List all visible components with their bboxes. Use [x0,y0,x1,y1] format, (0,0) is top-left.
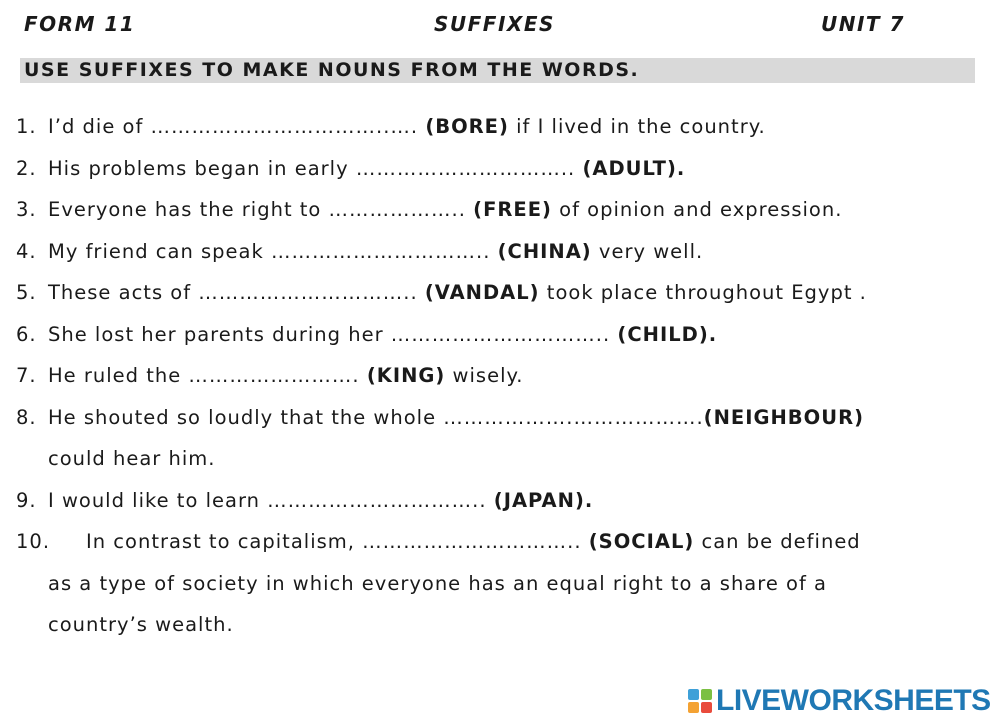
exercise-item-6 [16,314,991,356]
worksheet-header [24,12,924,38]
item-root-word: (SOCIAL) [588,530,695,553]
item-root-word: (BORE) [425,115,509,138]
item-root-word: (JAPAN). [493,488,594,512]
item-text-after: very well. [591,239,704,263]
form-label: FORM 11 [24,12,136,36]
exercise-item-7 [16,355,991,397]
item-root-word: (CHILD). [617,322,718,346]
exercise-item-4 [16,231,991,273]
item-number: 4. [16,239,37,263]
item-continuation: could hear him. [48,447,216,470]
item-root-word: (KING) [366,364,446,387]
item-root-word: (VANDAL) [424,281,540,304]
exercise-item-5 [16,272,991,314]
item-text-before: My friend can speak ………………………….. [48,239,498,263]
liveworksheets-logo [688,684,991,718]
item-continuation: as a type of society in which everyone has an equal right to a share of a [48,571,827,595]
item-text-before: In contrast to capitalism, ………………………….. [86,530,589,553]
exercise-list [16,106,991,646]
logo-text: LIVEWORKSHEETS [716,684,991,717]
item-root-word: (ADULT). [582,156,686,180]
item-number: 10. [16,530,51,553]
logo-mark-icon [688,689,712,713]
item-text-after: of opinion and expression. [551,198,843,221]
logo-square-icon [701,702,712,713]
item-number: 2. [16,156,37,180]
exercise-item-3 [16,189,991,231]
exercise-item-8 [16,397,991,439]
item-number: 6. [16,322,37,346]
unit-label: UNIT 7 [821,12,905,36]
item-text-after: wisely. [445,364,524,387]
item-continuation: country’s wealth. [48,613,234,636]
worksheet-title: SUFFIXES [434,12,555,36]
item-text-before: He shouted so loudly that the whole ……………….………………. [48,405,704,429]
item-text-before: I’d die of ……………………………..…. [48,115,426,138]
item-number: 3. [16,198,37,221]
item-number: 9. [16,488,37,512]
item-text-before: These acts of ………………………….. [48,281,425,304]
item-text-before: He ruled the ……………………. [48,364,367,387]
item-text-after: can be defined [694,530,861,553]
item-number: 8. [16,405,37,429]
logo-square-icon [688,689,699,700]
item-number: 5. [16,281,37,304]
exercise-item-10 [16,521,991,563]
exercise-item-10-continued-2 [16,604,991,646]
exercise-item-9 [16,480,991,522]
logo-square-icon [701,689,712,700]
item-text-before: His problems began in early ………………………….. [48,156,583,180]
item-text-before: I would like to learn ………………………….. [48,488,494,512]
item-number: 1. [16,115,37,138]
item-text-before: Everyone has the right to ……………….. [48,198,474,221]
exercise-item-2 [16,148,991,190]
exercise-item-1 [16,106,991,148]
logo-square-icon [688,702,699,713]
item-number: 7. [16,364,37,387]
item-text-before: She lost her parents during her ………………………….. [48,322,618,346]
instruction-banner: USE SUFFIXES TO MAKE NOUNS FROM THE WORDS. [20,58,975,83]
item-root-word: (FREE) [473,198,552,221]
item-text-after: took place throughout Egypt . [539,281,867,304]
item-root-word: (NEIGHBOUR) [703,405,865,429]
exercise-item-10-continued [16,563,991,605]
exercise-item-8-continued [16,438,991,480]
item-text-after: if I lived in the country. [508,115,766,138]
item-root-word: (CHINA) [497,239,592,263]
